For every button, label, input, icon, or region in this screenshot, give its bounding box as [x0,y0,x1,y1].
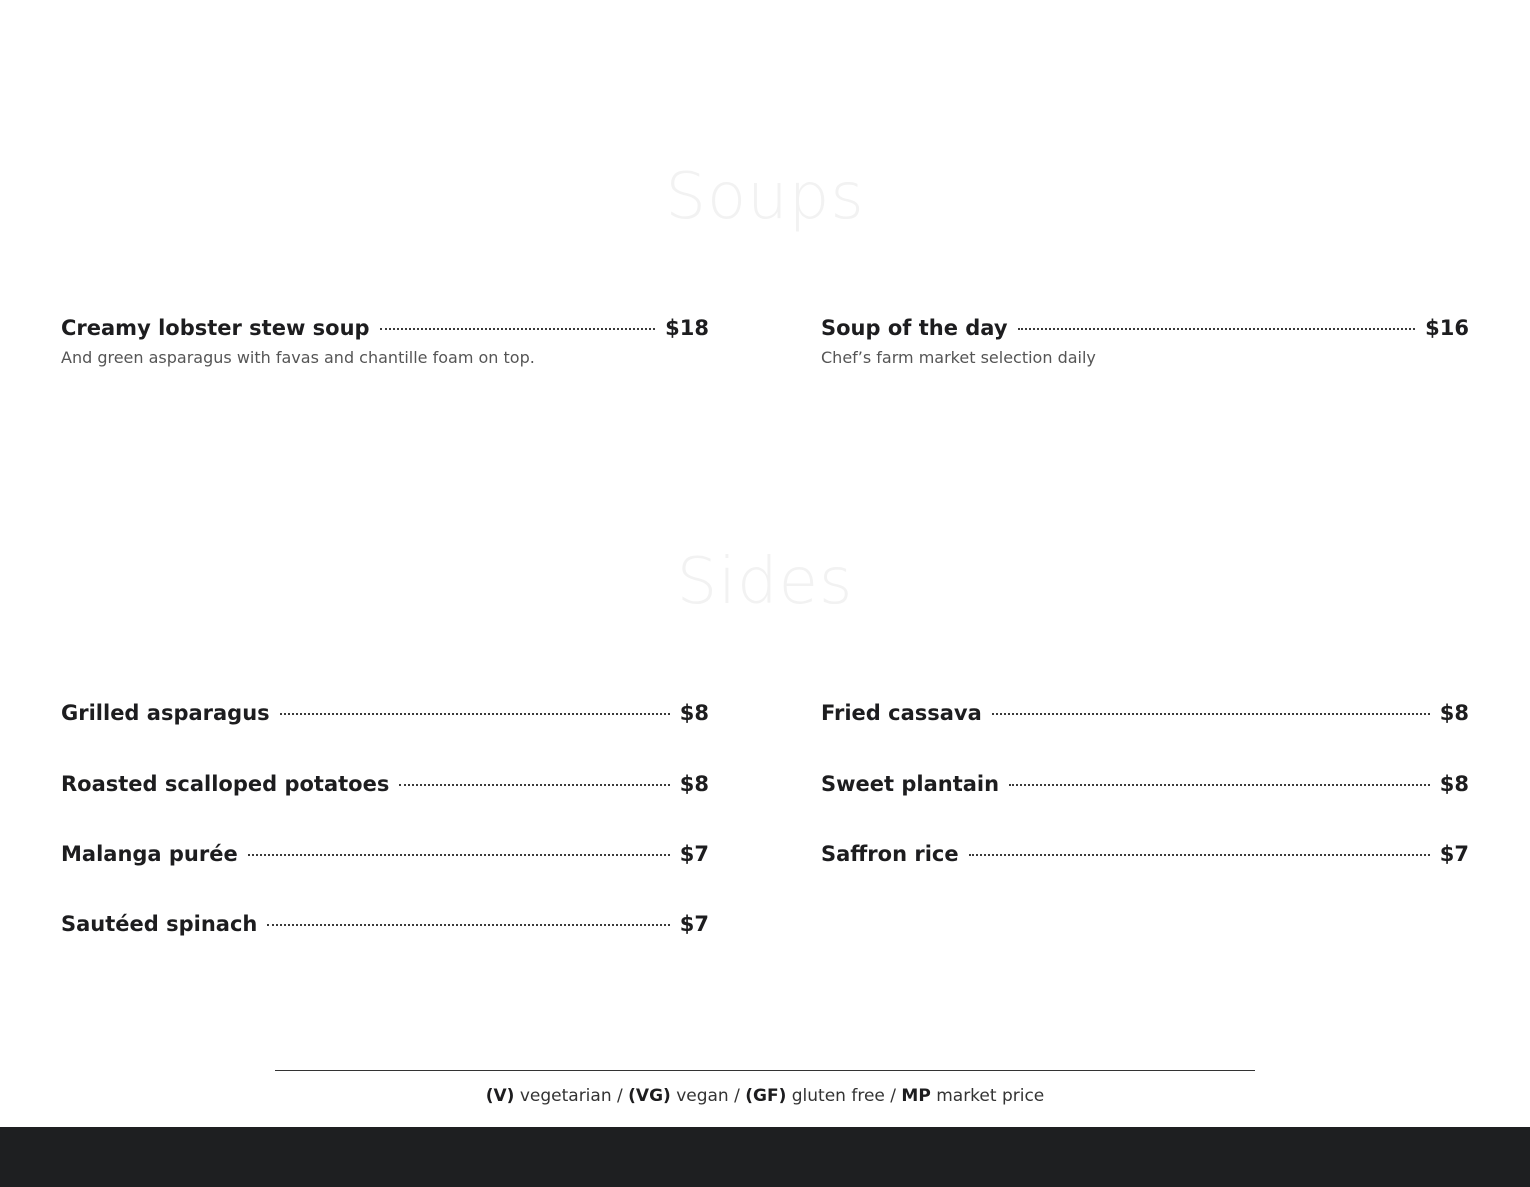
menu-item-name: Creamy lobster stew soup [61,316,370,340]
menu-item-price: $8 [679,772,709,796]
footer-divider [275,1070,1255,1071]
menu-item-name: Malanga purée [61,842,238,866]
menu-item-price: $8 [1439,772,1469,796]
legend-vg-text: vegan / [670,1086,746,1106]
menu-item [61,909,709,939]
legend-mp-text: market price [930,1086,1045,1106]
menu-item-name: Soup of the day [821,316,1008,340]
dietary-legend [0,1086,1530,1106]
menu-item-name: Grilled asparagus [61,701,270,725]
menu-item [821,313,1469,367]
menu-item [821,839,1469,869]
dotted-leader [399,784,669,786]
legend-gf-text: gluten free / [786,1086,902,1106]
dotted-leader [1018,328,1416,330]
menu-item [821,769,1469,799]
menu-item-name: Sautéed spinach [61,912,258,936]
menu-item-name: Roasted scalloped potatoes [61,772,390,796]
footer-bar [0,1127,1530,1187]
menu-item-name: Saffron rice [821,842,959,866]
menu-item [61,313,709,367]
menu-item-price: $7 [679,842,709,866]
legend-v-code: (V) [485,1086,515,1106]
menu-item-price: $16 [1425,316,1469,340]
dotted-leader [267,924,669,926]
menu-item [61,769,709,799]
menu-item-description: And green asparagus with favas and chantille foam on top. [61,348,535,367]
dotted-leader [969,854,1430,856]
menu-item-price: $8 [1439,701,1469,725]
legend-vg-code: (VG) [628,1086,671,1106]
dotted-leader [1009,784,1430,786]
dotted-leader [380,328,656,330]
menu-item-price: $7 [1439,842,1469,866]
menu-item-price: $8 [679,701,709,725]
menu-item-price: $18 [665,316,709,340]
legend-gf-code: (GF) [745,1086,787,1106]
menu-item [61,839,709,869]
dotted-leader [280,713,670,715]
menu-item-name: Fried cassava [821,701,982,725]
menu-item-description: Chef’s farm market selection daily [821,348,1096,367]
dotted-leader [248,854,670,856]
legend-v-text: vegetarian / [514,1086,629,1106]
menu-item-price: $7 [679,912,709,936]
dotted-leader [992,713,1430,715]
soups-section-title: Soups [665,160,865,234]
menu-item [61,698,709,728]
menu-item [821,698,1469,728]
legend-mp-code: MP [901,1086,931,1106]
menu-item-name: Sweet plantain [821,772,1000,796]
sides-section-title: Sides [676,545,854,619]
